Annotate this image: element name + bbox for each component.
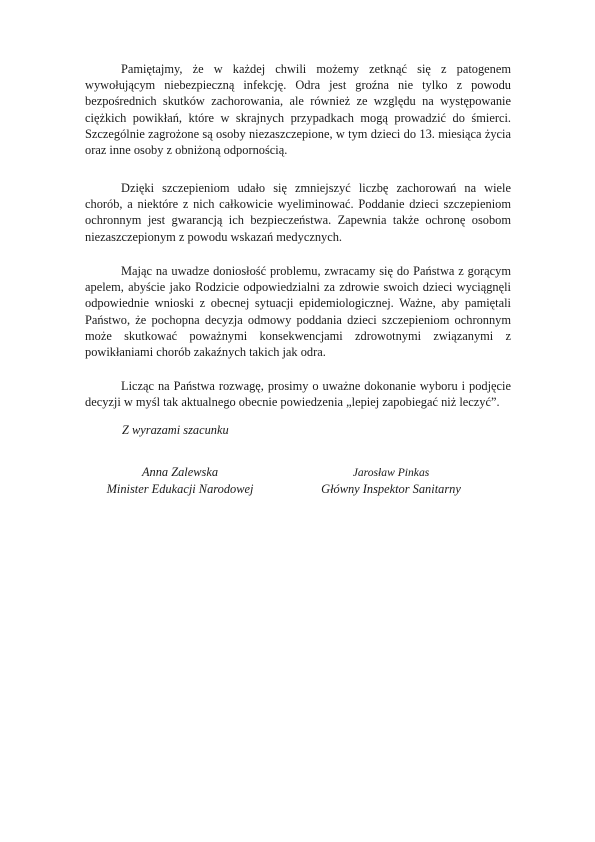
signature-block-minister [85, 464, 275, 498]
signatory-name: Anna Zalewska [141, 465, 219, 479]
signatory-name: Jarosław Pinkas [352, 466, 430, 479]
paragraph-1: Pamiętajmy, że w każdej chwili możemy zetknąć się z patogenem wywołującym niebezpieczną infekcję. Odra jest groźna nie tylko z powodu bezpośrednich skutków zachorowania, ale również ze względu na występowanie ciężkich powikłań, które w skrajnych przypadkach mogą prowadzić do śmierci. Szczególnie zagrożone są osoby niezaszczepione, w tym dzieci do 13. miesiąca życia oraz inne osoby z obniżoną odpornością. [85, 62, 511, 158]
signatory-title: Główny Inspektor Sanitarny [321, 482, 461, 496]
signature-block-inspector [296, 464, 486, 498]
paragraph-3: Mając na uwadze doniosłość problemu, zwracamy się do Państwa z gorącym apelem, abyście jako Rodzicie odpowiedzialni za zdrowie swoich dzieci wyciągnęli odpowiednie wnioski z obecnej sytuacji epidemiologicznej. Ważne, aby pamiętali Państwo, że pochopna decyzja odmowy poddania dzieci szczepieniom ochronnym może skutkować poważnymi konsekwencjami zdrowotnymi związanymi z powikłaniami chorób zakaźnych takich jak odra. [85, 264, 511, 360]
closing-salutation: Z wyrazami szacunku [122, 423, 229, 437]
paragraph-2: Dzięki szczepieniom udało się zmniejszyć liczbę zachorowań na wiele chorób, a niektóre z nich całkowicie wyeliminować. Poddanie dzieci szczepieniom ochronnym jest gwarancją ich bezpieczeństwa. Zapewnia także ochronę osobom niezaszczepionym z powodu wskazań medycznych. [85, 181, 511, 244]
paragraph-4: Licząc na Państwa rozwagę, prosimy o uważne dokonanie wyboru i podjęcie decyzji w myśl tak aktualnego obecnie powiedzenia „lepiej zapobiegać niż leczyć”. [85, 379, 511, 410]
signatory-title: Minister Edukacji Narodowej [106, 482, 254, 496]
